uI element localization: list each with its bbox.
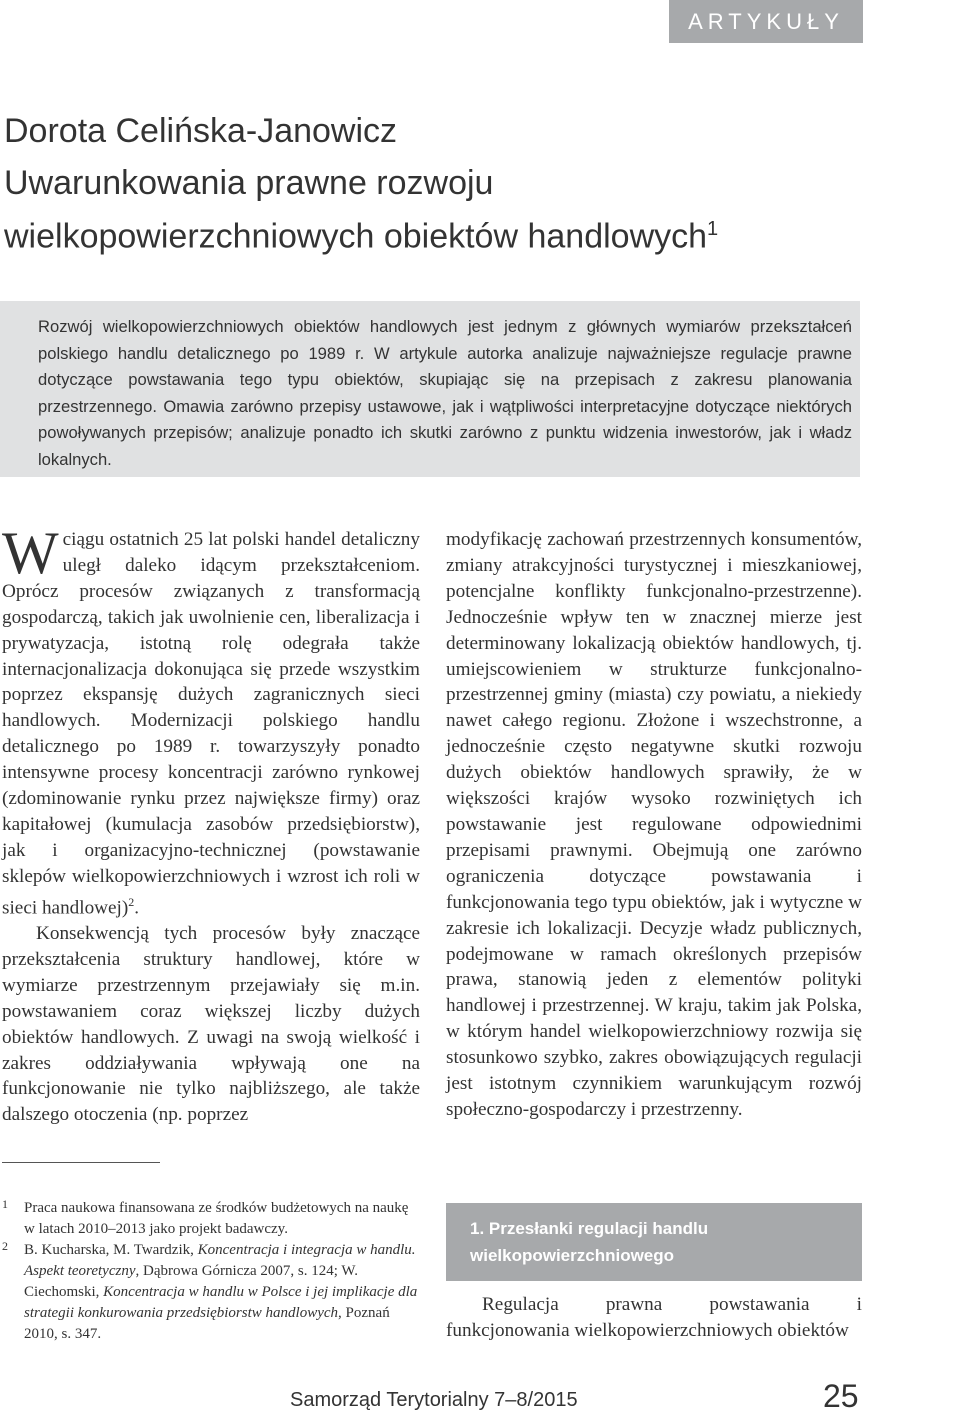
body-column-right: [446, 527, 862, 1123]
footnote-2-part-e: , Poznań 2010, s. 347.: [24, 1305, 390, 1342]
footnote-ref-2: 2: [128, 894, 135, 909]
footnote-divider: [2, 1162, 160, 1163]
footnote-1: [2, 1198, 420, 1240]
title-line-2-text: wielkopowierzchniowych obiektów handlowych: [4, 217, 708, 256]
body-column-left: [2, 520, 420, 1128]
section-heading-line-2: wielkopowierzchniowego: [470, 1246, 675, 1265]
footnote-2-number: 2: [2, 1239, 8, 1253]
section-tag: ARTYKUŁY: [669, 0, 863, 43]
footnote-2-title-1: Koncentracja i integracja w handlu. Aspekt teoretyczny: [24, 1242, 416, 1279]
paragraph-1-text: ciągu ostatnich 25 lat polski handel detaliczny uległ daleko idącym przekształceniom. Oprócz procesów związanych z transformacją gospodarczą, takich jak uwolnienie cen, liberalizacja i prywatyzacja, istotną rolę odegrała także internacjonalizacja dokonująca się przede wszystkim poprzez ekspansję dużych zagranicznych sieci handlowych. Modernizacji polskiego handlu detalicznego po 1989 r. towarzyszyły ponadto intensywne procesy koncentracji zarówno rynkowej (zdominowanie rynku przez największe firmy) oraz kapitałowej (kumulacja zasobów przedsiębiorstw), jak i organizacyjno-technicznej (powstawanie sklepów wielkopowierzchniowych i wzrost ich roli w sieci handlowej): [2, 529, 420, 919]
section-paragraph: Regulacja prawna powstawania i funkcjonowania wielkopowierzchniowych obiektów: [446, 1294, 862, 1341]
article-author: Dorota Celińska-Janowicz: [4, 112, 398, 150]
drop-cap: W: [2, 520, 59, 586]
paragraph-1-end: .: [134, 897, 140, 919]
page-number: 25: [823, 1378, 859, 1414]
journal-footer: Samorząd Terytorialny 7–8/2015: [290, 1389, 578, 1411]
article-title: [4, 160, 864, 259]
footnote-1-number: 1: [2, 1197, 8, 1211]
footnote-2-part-c: , Dąbrowa Górnicza 2007, s. 124; W. Ciechomski,: [24, 1263, 358, 1300]
title-footnote-mark: 1: [707, 218, 719, 240]
body-paragraph-2: Konsekwencją tych procesów były znaczące przekształcenia struktury handlowej, które w wymiarze przestrzennym przejawiały się m.in. powstawaniem coraz większej liczby dużych obiektów handlowych. Z uwagi na swoją wielkość i zakres oddziaływania wpływają one na funkcjonowanie nie tylko najbliższego, ale także dalszego otoczenia (np. poprzez: [2, 922, 420, 1126]
body-paragraph-right: modyfikację zachowań przestrzennych konsumentów, zmiany atrakcyjności turystycznej i mieszkaniowej, potencjalne konflikty funkcjonalno-przestrzenne). Jednocześnie wpływ ten w znacznej mierze jest determinowany lokalizacją obiektów handlowych, tj. umiejscowieniem w strukturze funkcjonalno-przestrzennej gminy (miasta) czy powiatu, a niekiedy nawet całego regionu. Złożone i wszechstronne, a jednocześnie często negatywne skutki rozwoju dużych obiektów handlowych sprawiły, że w większości krajów wysoko rozwiniętych ich powstawanie jest regulowane odpowiednimi przepisami prawnymi. Obejmują one zarówno ograniczenia dotyczące powstawania i funkcjonowania tego typu obiektów, jak i wytyczne w zakresie ich lokalizacji. Decyzje władz publicznych, podejmowane w ramach określonych przepisów prawa, stanowią jeden z elementów polityki handlowej i przestrzennej. W kraju, takim jak Polska, w którym handel wielkopowierzchniowy rozwija się stosunkowo szybko, zakres obowiązujących regulacji jest istotnym czynnikiem warunkującym rozwój społeczno-gospodarczy i przestrzenny.: [446, 529, 862, 1120]
section-heading-box: [446, 1203, 862, 1281]
footnote-2-part-a: B. Kucharska, M. Twardzik,: [24, 1242, 198, 1258]
footnote-1-text: Praca naukowa finansowana ze środków budżetowych na naukę w latach 2010–2013 jako projekt badawczy.: [24, 1200, 409, 1237]
footnotes: [2, 1198, 420, 1345]
body-paragraph-1: [2, 520, 420, 921]
title-line-2: [4, 206, 864, 259]
footnote-2-title-2: Koncentracja w handlu w Polsce i jej implikacje dla strategii konkurowania przedsiębiorstw handlowych: [24, 1284, 418, 1321]
section-heading-line-1: 1. Przesłanki regulacji handlu: [470, 1219, 709, 1238]
abstract-text: Rozwój wielkopowierzchniowych obiektów handlowych jest jednym z głównych wymiarów przekształceń polskiego handlu detalicznego po 1989 r. W artykule autorka analizuje najważniejsze regulacje prawne dotyczące powstawania tego typu obiektów, skupiając się na przepisach z zakresu planowania przestrzennego. Omawia zarówno przepisy ustawowe, jak i wątpliwości interpretacyjne dotyczące niektórych powoływanych przepisów; analizuje ponadto ich skutki zarówno z punktu widzenia inwestorów, jak i władz lokalnych.: [38, 317, 852, 469]
footnote-2: [2, 1240, 420, 1345]
abstract-box: [0, 301, 860, 477]
title-line-1: Uwarunkowania prawne rozwoju: [4, 164, 494, 202]
